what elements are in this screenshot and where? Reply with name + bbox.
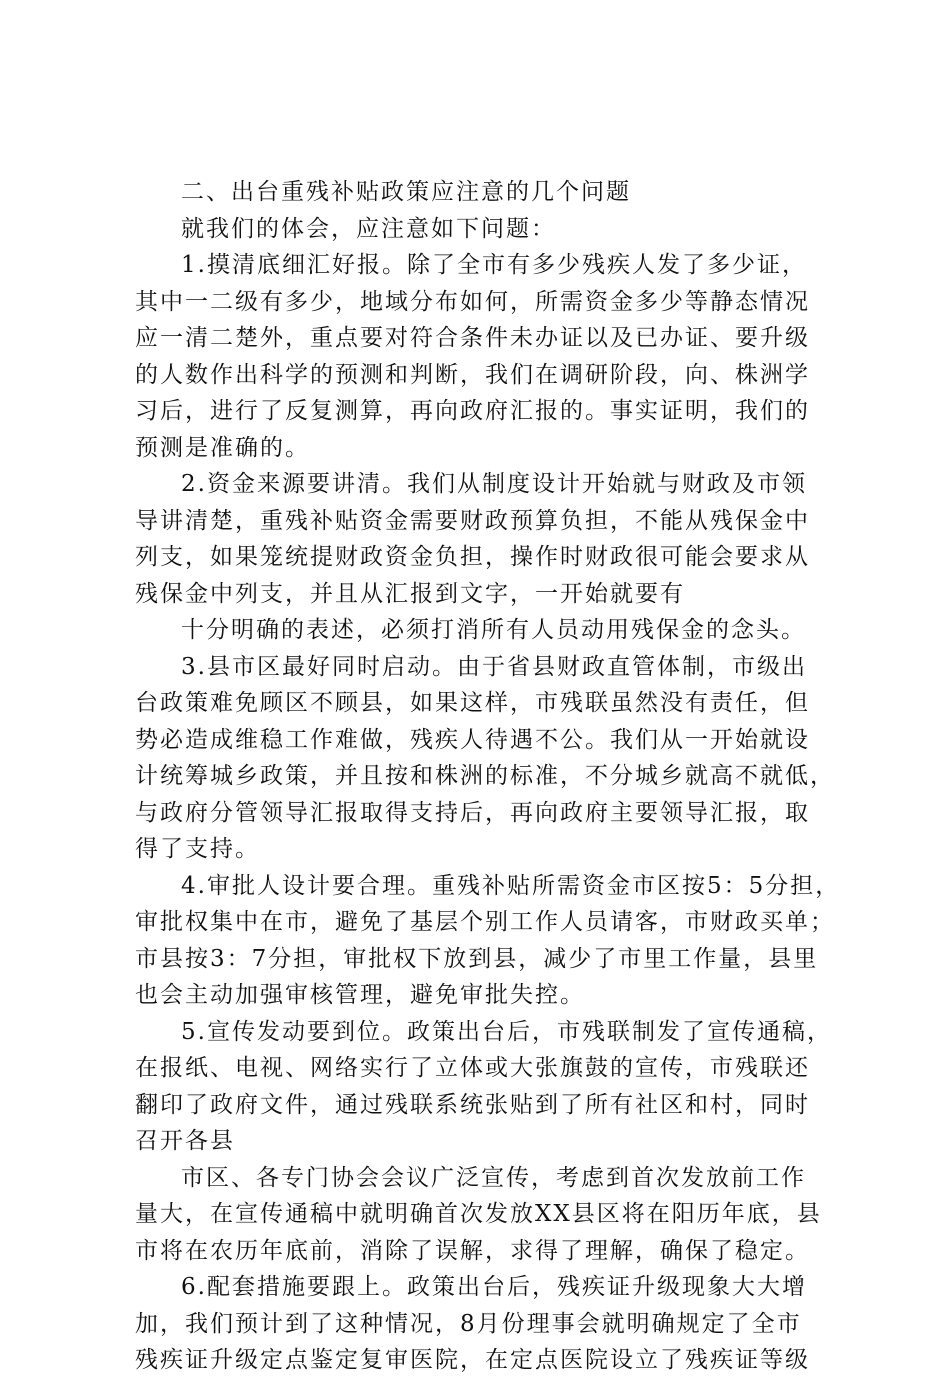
section-heading: 二、出台重残补贴政策应注意的几个问题: [181, 179, 631, 205]
text-line: 导讲清楚，重残补贴资金需要财政预算负担，不能从残保金中: [135, 507, 810, 534]
text-line: 也会主动加强审核管理，避免审批失控。: [135, 982, 585, 1008]
text-line: 5.宣传发动要到位。政策出台后，市残联制发了宣传通稿，: [181, 1018, 832, 1045]
intro-line: 就我们的体会，应注意如下问题：: [181, 215, 556, 242]
text-line: 审批权集中在市，避免了基层个别工作人员请客，市财政买单；: [135, 909, 835, 935]
text-line: 加，我们预计到了这种情况，8月份理事会就明确规定了全市: [135, 1310, 802, 1337]
text-line: 1.摸清底细汇好报。除了全市有多少残疾人发了多少证，: [181, 252, 807, 278]
text-line: 列支，如果笼统提财政资金负担，操作时财政很可能会要求从: [135, 544, 810, 570]
text-line: 预测是准确的。: [135, 434, 310, 461]
text-line: 残保金中列支，并且从汇报到文字，一开始就要有: [135, 580, 685, 607]
text-line: 十分明确的表述，必须打消所有人员动用残保金的念头。: [181, 617, 806, 643]
document-body: [135, 174, 841, 1379]
text-line: 与政府分管领导汇报取得支持后，再向政府主要领导汇报，取: [135, 799, 810, 826]
text-line: 翻印了政府文件，通过残联系统张贴到了所有社区和村，同时: [135, 1091, 810, 1118]
text-line: 量大，在宣传通稿中就明确首次发放XX县区将在阳历年底，县: [135, 1201, 822, 1227]
text-line: 势必造成维稳工作难做，残疾人待遇不公。我们从一开始就设: [135, 726, 810, 753]
text-line: 其中一二级有多少，地域分布如何，所需资金多少等静态情况: [135, 288, 810, 315]
text-line: 习后，进行了反复测算，再向政府汇报的。事实证明，我们的: [135, 398, 810, 424]
text-line: 6.配套措施要跟上。政策出台后，残疾证升级现象大大增: [181, 1274, 807, 1300]
text-line: 3.县市区最好同时启动。由于省县财政直管体制，市级出: [181, 653, 807, 680]
text-line: 应一清二楚外，重点要对符合条件未办证以及已办证、要升级: [135, 325, 810, 351]
text-line: 在报纸、电视、网络实行了立体或大张旗鼓的宣传，市残联还: [135, 1055, 810, 1081]
text-line: 得了支持。: [135, 836, 260, 862]
text-line: 市区、各专门协会会议广泛宣传，考虑到首次发放前工作: [181, 1164, 806, 1191]
text-line: 残疾证升级定点鉴定复审医院，在定点医院设立了残疾证等级: [135, 1347, 810, 1373]
text-line: 召开各县: [135, 1128, 235, 1154]
text-line: 台政策难免顾区不顾县，如果这样，市残联虽然没有责任，但: [135, 690, 810, 716]
text-line: 市县按3：7分担，审批权下放到县，减少了市里工作量，县里: [135, 945, 819, 972]
text-line: 计统筹城乡政策，并且按和株洲的标准，不分城乡就高不就低，: [135, 763, 835, 789]
text-line: 2.资金来源要讲清。我们从制度设计开始就与财政及市领: [181, 471, 807, 497]
text-line: 4.审批人设计要合理。重残补贴所需资金市区按5：5分担，: [181, 872, 841, 899]
text-line: 的人数作出科学的预测和判断，我们在调研阶段，向、株洲学: [135, 361, 810, 388]
text-line: 市将在农历年底前，消除了误解，求得了理解，确保了稳定。: [135, 1237, 810, 1264]
